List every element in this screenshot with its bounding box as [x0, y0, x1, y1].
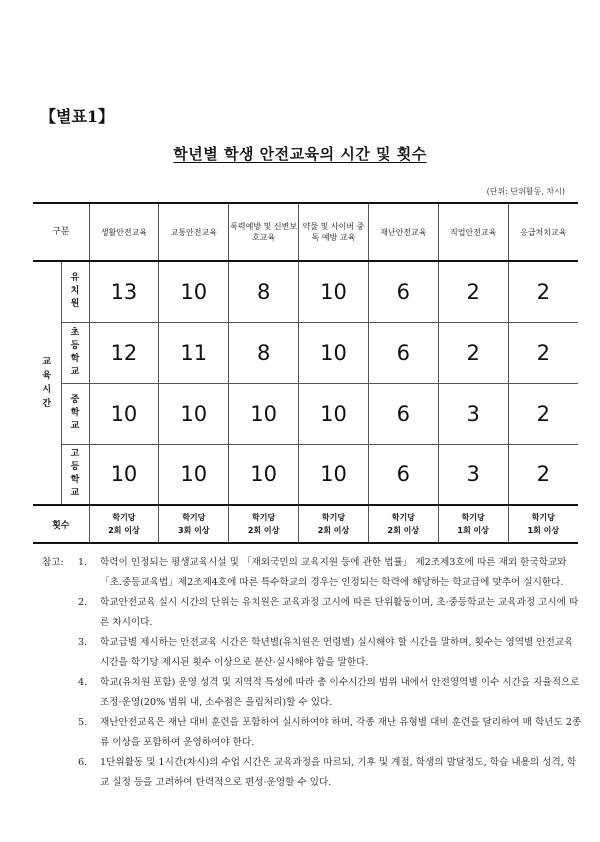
reference-notes [42, 553, 582, 793]
frequency-cell [368, 505, 438, 543]
value-cell: 10 [89, 383, 159, 444]
value-cell: 2 [508, 261, 578, 322]
note-item [42, 633, 582, 673]
value-cell: 10 [159, 261, 229, 322]
value-cell: 2 [438, 322, 508, 383]
value-cell: 6 [368, 383, 438, 444]
note-item [42, 593, 582, 633]
value-cell: 11 [159, 322, 229, 383]
level-label: 고등학교 [70, 449, 80, 499]
note-text: 재난안전교육은 재난 대비 훈련을 포함하여 실시하여야 하며, 각종 재난 유형별 대비 훈련을 달리하여 매 학년도 2종류 이상을 포함하여 운영하여야 한다. [100, 717, 582, 748]
frequency-line2: 3회 이상 [178, 526, 210, 535]
note-text: 1단위활동 및 1시간(차시)의 수업 시간은 교육과정을 따르되, 기후 및 계절, 학생의 발달정도, 학습 내용의 성격, 학교 실정 등을 고려하여 탄력적으로 편성·운영할 수 있다. [100, 757, 577, 788]
value-cell: 2 [438, 261, 508, 322]
frequency-label: 횟수 [33, 505, 89, 543]
unit-note: (단위: 단위활동, 차시) [486, 187, 565, 196]
table-header-row [33, 203, 578, 261]
page-title [0, 143, 600, 164]
value-cell: 2 [508, 383, 578, 444]
category-header: 폭력예방 및 신변보호교육 [229, 203, 299, 261]
value-cell: 10 [159, 444, 229, 505]
category-header: 재난안전교육 [368, 203, 438, 261]
value-cell: 6 [368, 322, 438, 383]
note-number: 2. [78, 597, 88, 608]
note-number: 4. [78, 677, 88, 688]
note-text: 학교급별 제시하는 안전교육 시간은 학년별(유치원은 연령별) 실시해야 할 시간을 말하며, 횟수는 영역별 안전교육 시간을 학기당 제시된 횟수 이상으로 분산·실시해야 함을 말한다. [100, 637, 574, 668]
value-cell: 10 [299, 322, 369, 383]
frequency-cell [229, 505, 299, 543]
level-cell [61, 322, 89, 383]
level-label: 유치원 [70, 273, 80, 310]
value-cell: 10 [299, 383, 369, 444]
category-header: 약물 및 사이버 중독 예방 교육 [299, 203, 369, 261]
frequency-line1: 학기당 [182, 513, 206, 522]
frequency-line1: 학기당 [391, 513, 415, 522]
frequency-line1: 학기당 [252, 513, 276, 522]
note-item [42, 553, 582, 593]
value-cell: 3 [438, 444, 508, 505]
note-item [42, 713, 582, 753]
table-row [33, 261, 578, 322]
appendix-label: 【별표1】 [40, 107, 115, 126]
value-cell: 10 [159, 383, 229, 444]
level-cell [61, 444, 89, 505]
value-cell: 10 [89, 444, 159, 505]
frequency-line2: 2회 이상 [387, 526, 420, 535]
frequency-line2: 2회 이상 [108, 526, 140, 535]
value-cell: 13 [89, 261, 159, 322]
frequency-line2: 2회 이상 [317, 526, 350, 535]
safety-education-table [33, 202, 578, 544]
level-cell [61, 383, 89, 444]
category-header: 생활안전교육 [89, 203, 159, 261]
category-header: 교통안전교육 [159, 203, 229, 261]
value-cell: 3 [438, 383, 508, 444]
level-cell [61, 261, 89, 322]
frequency-cell [89, 505, 159, 543]
note-item [42, 753, 582, 793]
frequency-row [33, 505, 578, 543]
note-number: 5. [78, 717, 88, 728]
frequency-line1: 학기당 [112, 513, 136, 522]
value-cell: 12 [89, 322, 159, 383]
value-cell: 10 [229, 444, 299, 505]
level-label: 중학교 [70, 395, 80, 431]
value-cell: 6 [368, 261, 438, 322]
frequency-line1: 학기당 [461, 513, 485, 522]
value-cell: 8 [229, 322, 299, 383]
value-cell: 2 [508, 322, 578, 383]
frequency-line1: 학기당 [321, 513, 346, 522]
value-cell: 6 [368, 444, 438, 505]
frequency-cell [438, 505, 508, 543]
value-cell: 2 [508, 444, 578, 505]
note-text: 학교안전교육 실시 시간의 단위는 유치원은 교육과정 고시에 따른 단위활동이며, 초·중등학교는 교육과정 고시에 따른 차시이다. [100, 597, 579, 628]
value-cell: 10 [229, 383, 299, 444]
group-label: 교육시간 [42, 357, 52, 409]
frequency-line2: 1회 이상 [457, 526, 489, 535]
category-header: 직업안전교육 [438, 203, 508, 261]
note-number: 6. [78, 757, 88, 768]
page-title-text: 학년별 학생 안전교육의 시간 및 횟수 [173, 145, 427, 163]
frequency-line2: 2회 이상 [247, 526, 280, 535]
note-item [42, 673, 582, 713]
category-header: 응급처치교육 [508, 203, 578, 261]
frequency-cell [508, 505, 578, 543]
note-text: 학력이 인정되는 평생교육시설 및 「재외국민의 교육지원 등에 관한 법률」 제2조제3호에 따른 재외 한국학교와 「초.중등교육법」제2조제4호에 따른 특수학교의 경우는 인정되는 학력에 해당하는 학교급에 맞추어 실시한다. [100, 557, 567, 588]
frequency-cell [299, 505, 369, 543]
group-label-cell [33, 261, 61, 505]
table-row [33, 322, 578, 383]
value-cell: 10 [299, 444, 369, 505]
level-label: 초등학교 [70, 327, 80, 377]
note-number: 1. [78, 557, 88, 568]
note-text: 학교(유치원 포함) 운영 성격 및 지역적 특성에 따라 총 이수시간의 범위 내에서 안전영역별 이수 시간을 자율적으로 조정·운영(20% 범위 내, 소수점은 올림처리)할 수 있다. [100, 677, 580, 708]
table-row [33, 383, 578, 444]
note-number: 3. [78, 637, 88, 648]
frequency-line2: 1회 이상 [527, 526, 560, 535]
frequency-cell [159, 505, 229, 543]
notes-lead: 참고: [42, 557, 64, 568]
frequency-line1: 학기당 [531, 513, 555, 522]
value-cell: 10 [299, 261, 369, 322]
table-row [33, 444, 578, 505]
value-cell: 8 [229, 261, 299, 322]
corner-header: 구분 [33, 203, 89, 261]
